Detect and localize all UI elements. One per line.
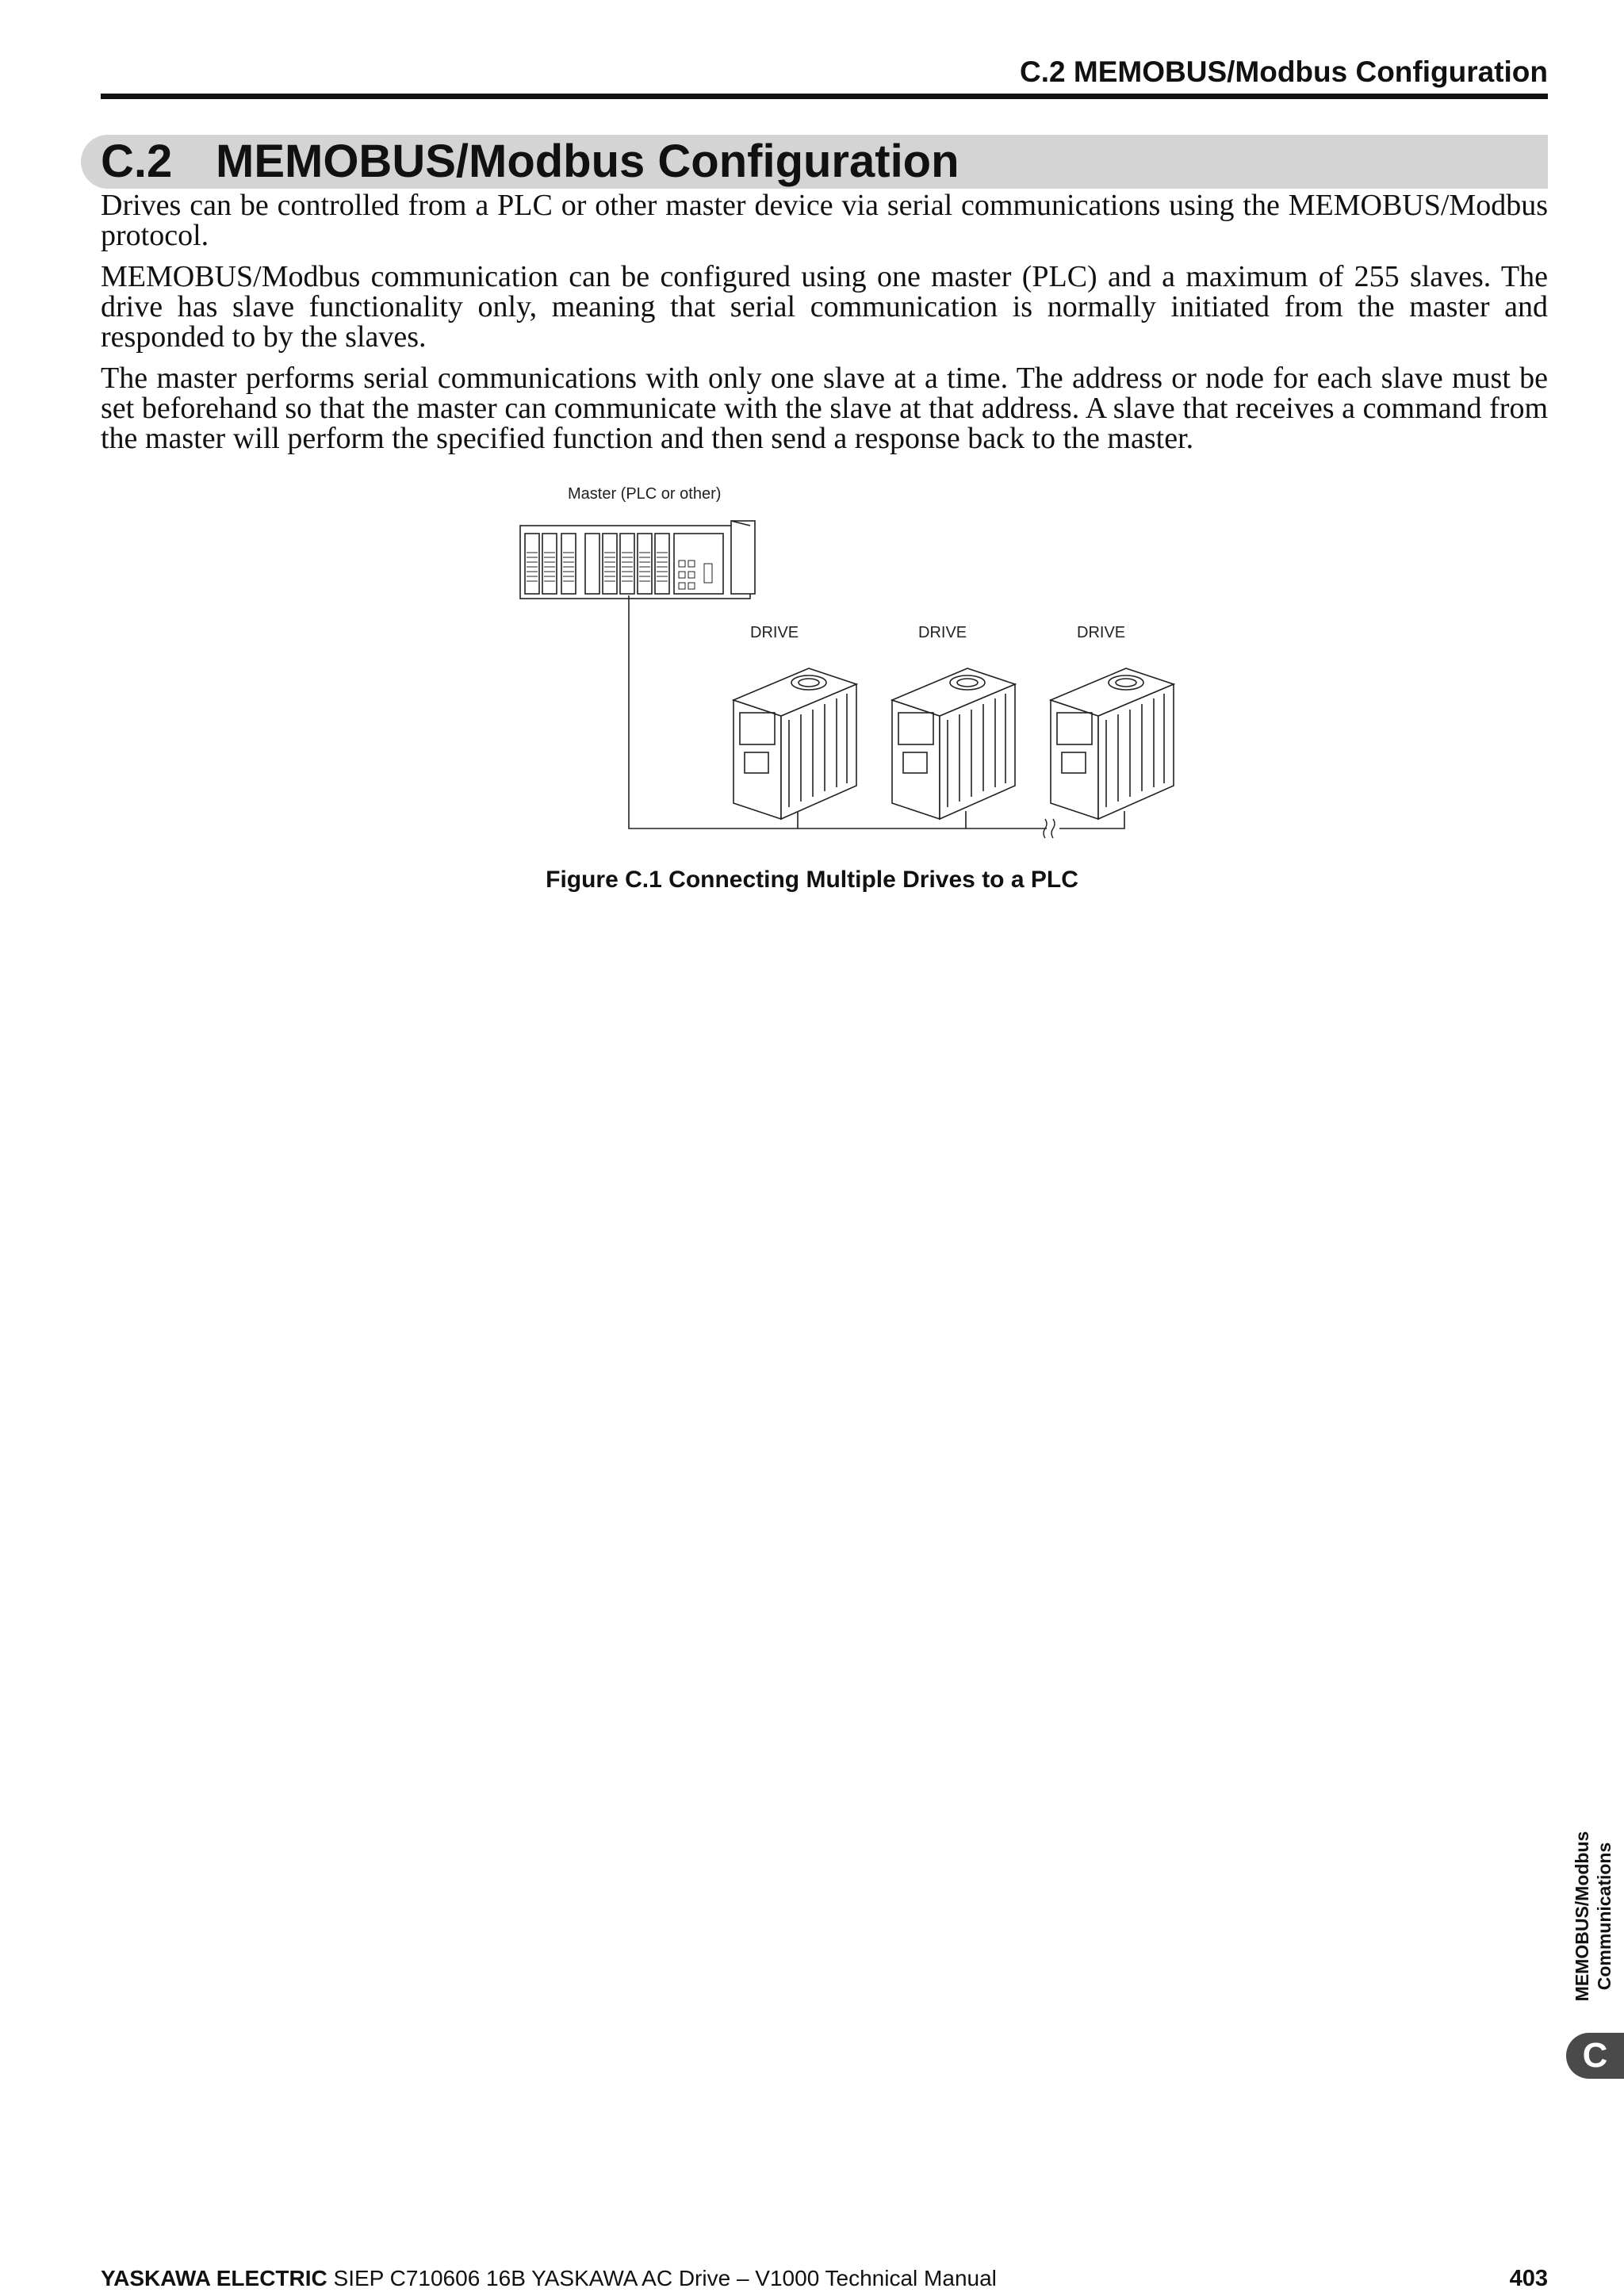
- paragraph-3: The master performs serial communications with only one slave at a time. The address or node for each slave must be set beforehand so that the master can communicate with the slave at that address. A slave that receives a command from the master will perform the specified function and then send a response back to the master.: [101, 362, 1548, 455]
- drive-1-icon: [733, 668, 856, 819]
- drive-2-icon: [892, 668, 1015, 819]
- figure-caption: Figure C.1 Connecting Multiple Drives to a PLC: [546, 867, 1078, 893]
- drive-2-label: DRIVE: [918, 624, 967, 641]
- drive-3-label: DRIVE: [1077, 624, 1126, 641]
- paragraph-2: MEMOBUS/Modbus communication can be configured using one master (PLC) and a maximum of 255 slaves. The drive has slave functionality only, meaning that serial communication is normally initiated from the master and responded to by the slaves.: [101, 260, 1548, 354]
- footer-publisher: YASKAWA ELECTRIC: [101, 2266, 327, 2290]
- plc-master-icon: [520, 521, 755, 599]
- chapter-side-tab[interactable]: [1568, 1819, 1618, 2013]
- footer-document-title: SIEP C710606 16B YASKAWA AC Drive – V1000 Technical Manual: [333, 2266, 997, 2290]
- footer-document-info: [101, 2266, 997, 2291]
- section-title: MEMOBUS/Modbus Configuration: [216, 136, 959, 187]
- running-header: C.2 MEMOBUS/Modbus Configuration: [1020, 55, 1548, 88]
- paragraph-1: Drives can be controlled from a PLC or other master device via serial communications using the MEMOBUS/Modbus protocol.: [101, 189, 1548, 252]
- master-label: Master (PLC or other): [568, 485, 722, 503]
- chapter-side-tab-label: MEMOBUS/Modbus Communications: [1572, 1831, 1614, 2001]
- header-rule: [101, 94, 1548, 99]
- drive-3-icon: [1051, 668, 1174, 819]
- page-number: 403: [1509, 2266, 1548, 2291]
- network-figure: [476, 480, 1221, 852]
- section-number: C.2: [101, 136, 173, 187]
- chapter-letter-tab[interactable]: C: [1566, 2033, 1624, 2079]
- drive-1-label: DRIVE: [750, 624, 799, 641]
- network-diagram: [476, 480, 1221, 852]
